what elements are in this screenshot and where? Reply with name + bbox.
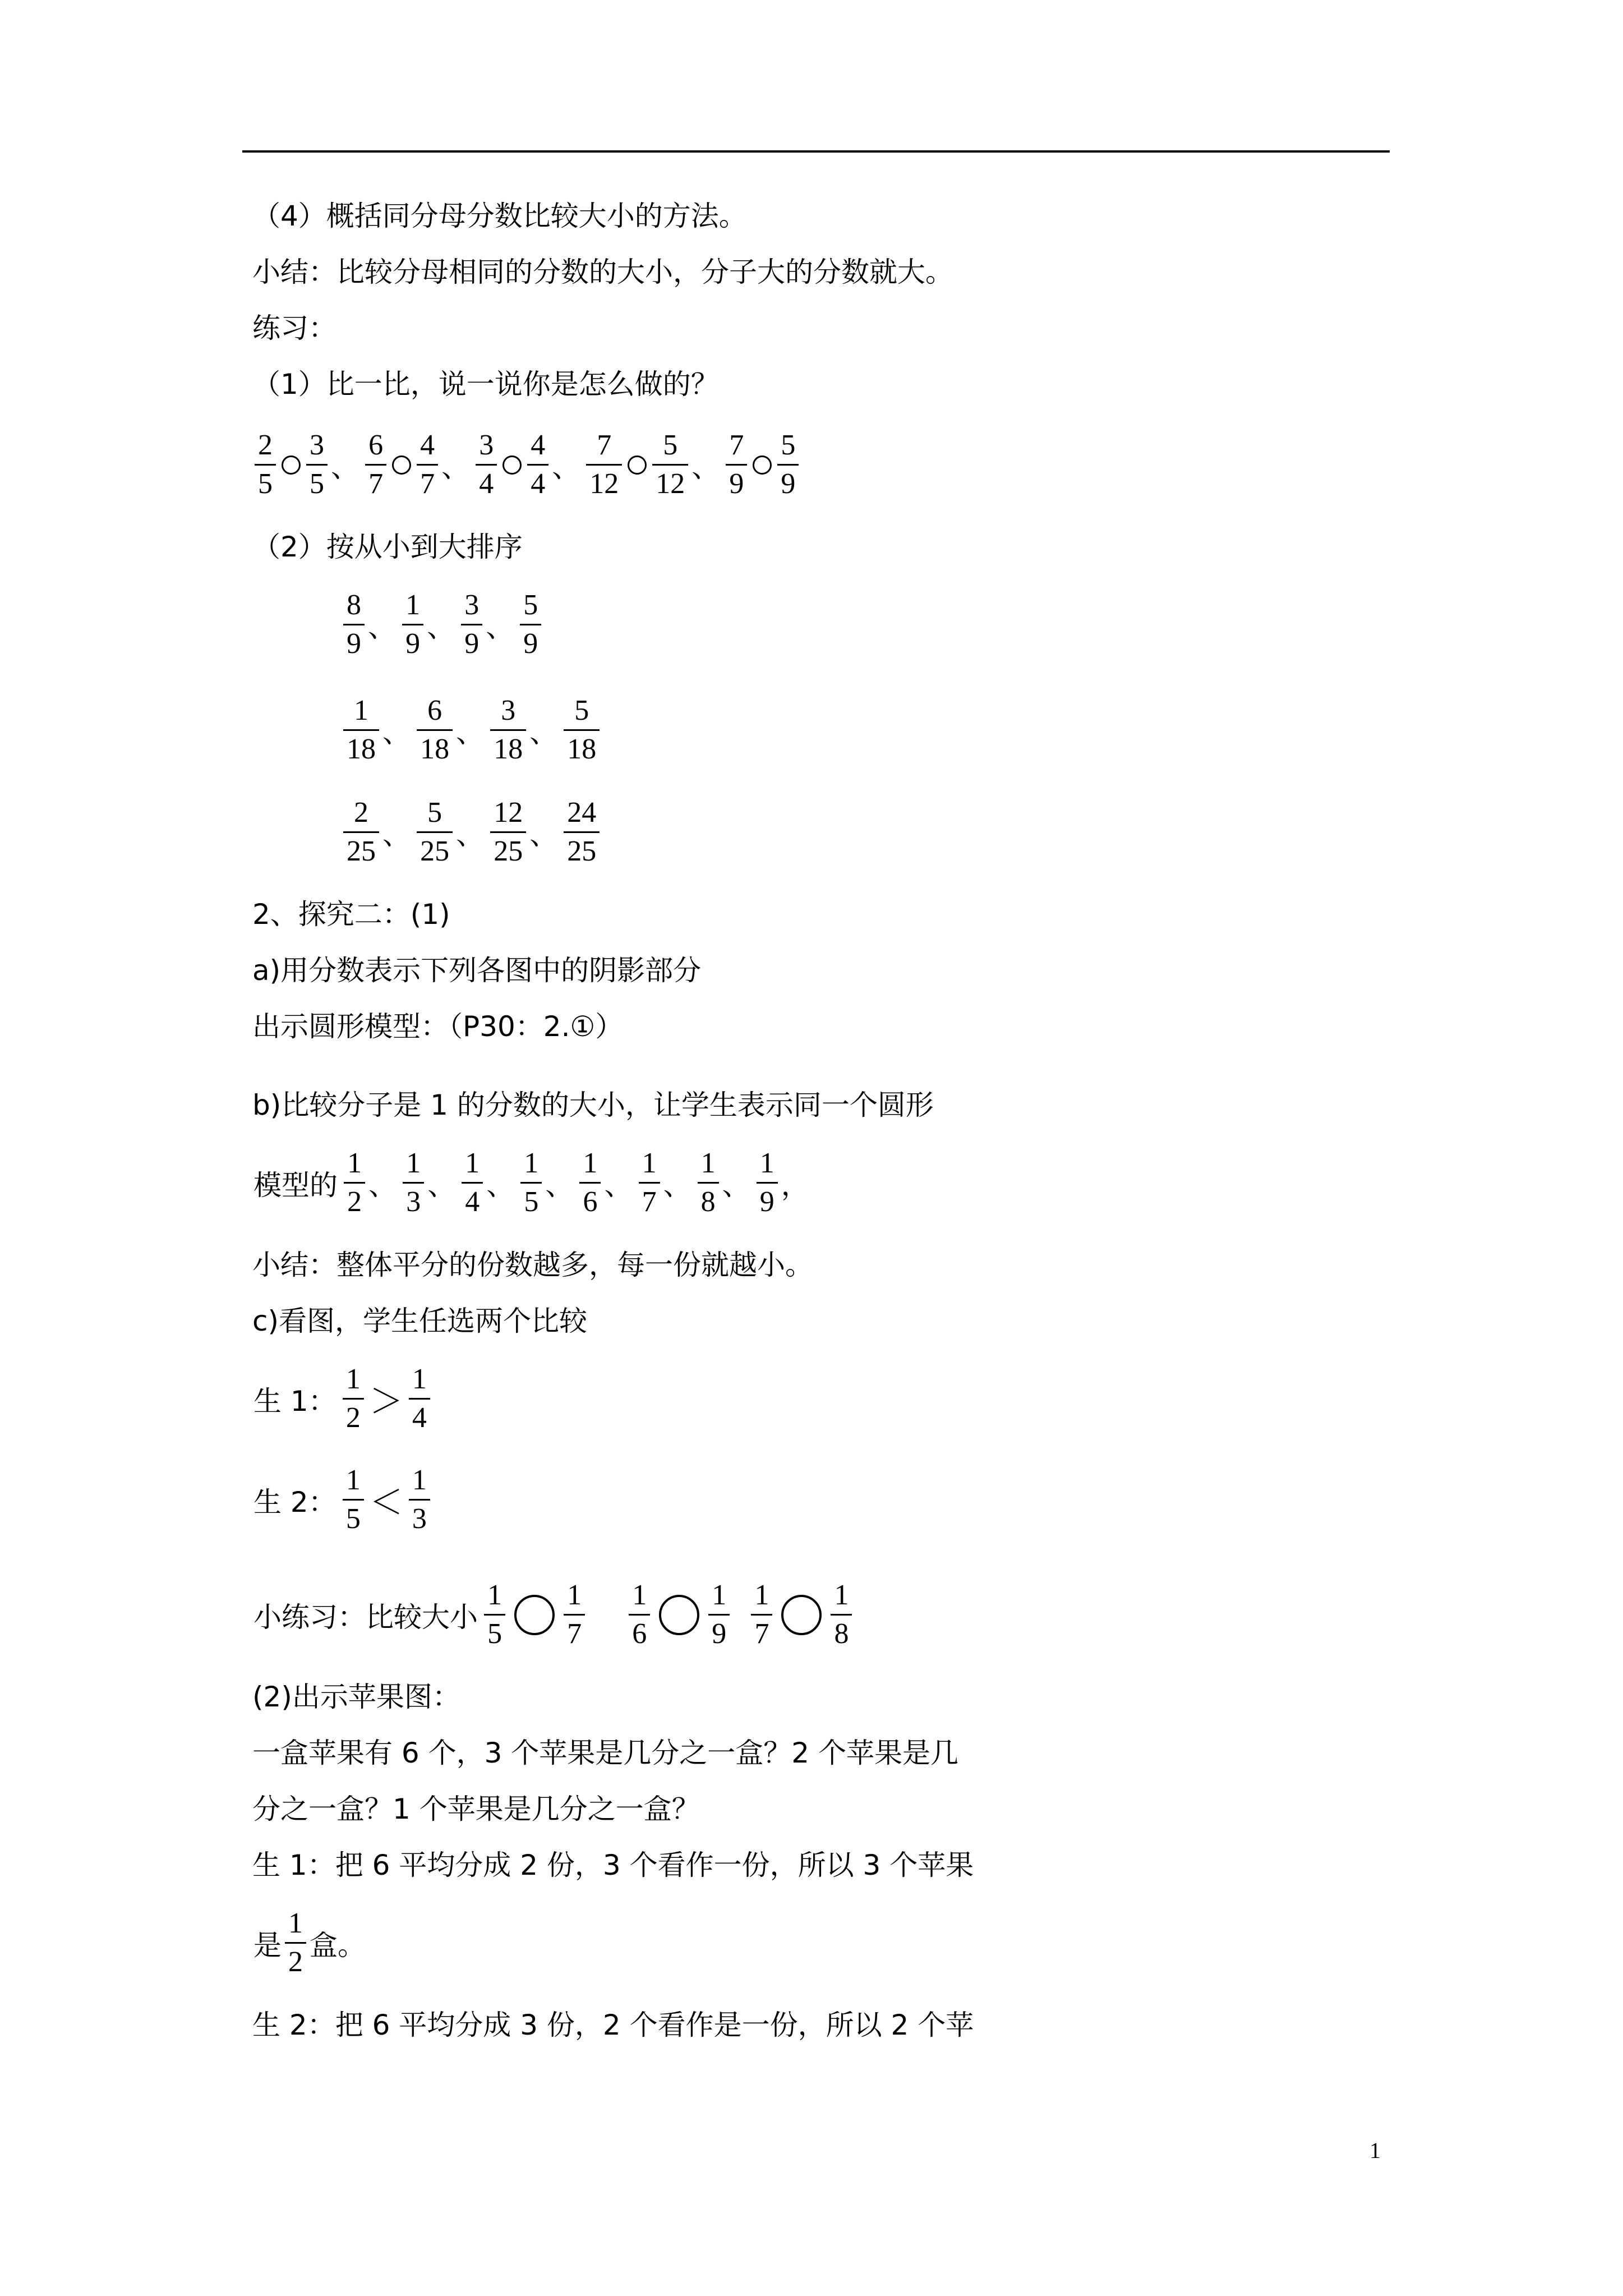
denominator: 2 bbox=[288, 1946, 303, 1978]
numerator: 1 bbox=[642, 1147, 657, 1179]
fraction-bar bbox=[476, 464, 497, 466]
fraction bbox=[564, 797, 600, 868]
fraction bbox=[461, 589, 482, 660]
fraction bbox=[751, 1579, 772, 1650]
denominator: 4 bbox=[465, 1186, 480, 1218]
numerator: 1 bbox=[347, 1147, 362, 1179]
fraction bbox=[417, 429, 438, 500]
denominator: 18 bbox=[420, 733, 450, 765]
fraction-bar bbox=[564, 831, 600, 833]
text-line: 分之一盒？1 个苹果是几分之一盒？ bbox=[252, 1793, 700, 1825]
fraction bbox=[579, 1147, 601, 1218]
text-line: 一盒苹果有 6 个，3 个苹果是几分之一盒？2 个苹果是几 bbox=[252, 1737, 959, 1769]
fraction-bar bbox=[490, 831, 526, 833]
separator: 、 bbox=[552, 450, 580, 484]
fraction bbox=[639, 1147, 660, 1218]
numerator: 1 bbox=[583, 1147, 598, 1179]
fraction-bar bbox=[527, 464, 548, 466]
fraction bbox=[708, 1579, 730, 1650]
numerator: 3 bbox=[479, 429, 494, 461]
unit-fraction-row bbox=[252, 1147, 810, 1218]
row-prefix: 小练习：比较大小 bbox=[253, 1600, 478, 1634]
separator: 、 bbox=[456, 818, 485, 851]
separator: 、 bbox=[368, 610, 396, 643]
compare-circle-icon bbox=[659, 1595, 699, 1635]
fraction-bar bbox=[365, 464, 386, 466]
fraction bbox=[344, 1147, 365, 1218]
fraction bbox=[777, 429, 799, 500]
fraction-bar bbox=[409, 1398, 430, 1400]
denominator: 4 bbox=[531, 468, 546, 500]
denominator: 5 bbox=[524, 1186, 539, 1218]
separator: 、 bbox=[722, 1168, 750, 1202]
fraction-bar bbox=[409, 1499, 430, 1501]
fraction bbox=[417, 797, 453, 868]
numerator: 1 bbox=[754, 1579, 769, 1611]
numerator: 1 bbox=[632, 1579, 647, 1611]
text-line: a)用分数表示下列各图中的阴影部分 bbox=[252, 954, 702, 987]
fraction-bar bbox=[461, 624, 482, 625]
denominator: 6 bbox=[632, 1618, 647, 1650]
denominator: 7 bbox=[567, 1618, 582, 1650]
row-prefix: 是 bbox=[253, 1929, 282, 1962]
fraction bbox=[343, 1363, 364, 1434]
text-line: 小结：整体平分的份数越多，每一份就越小。 bbox=[252, 1249, 813, 1281]
separator: 、 bbox=[545, 1168, 574, 1202]
denominator: 25 bbox=[347, 835, 376, 867]
fraction bbox=[285, 1907, 306, 1978]
fraction bbox=[652, 429, 688, 500]
small-exercise-row bbox=[252, 1579, 854, 1650]
numerator: 5 bbox=[663, 429, 678, 461]
fraction bbox=[564, 1579, 585, 1650]
fraction bbox=[520, 589, 541, 660]
separator: 、 bbox=[382, 818, 411, 851]
fraction-bar bbox=[639, 1182, 660, 1184]
fraction-bar bbox=[629, 1614, 650, 1616]
order-row-2 bbox=[341, 694, 602, 766]
fraction bbox=[490, 694, 526, 766]
separator: 、 bbox=[368, 1168, 397, 1202]
fraction-bar bbox=[285, 1942, 306, 1944]
fraction bbox=[527, 429, 548, 500]
fraction bbox=[343, 589, 365, 660]
fraction bbox=[629, 1579, 650, 1650]
numerator: 5 bbox=[523, 589, 538, 621]
text-line: 生 2：把 6 平均分成 3 份，2 个看作是一份，所以 2 个苹 bbox=[252, 2009, 974, 2041]
separator: 、 bbox=[427, 610, 455, 643]
separator: 、 bbox=[663, 1168, 691, 1202]
denominator: 7 bbox=[642, 1186, 657, 1218]
fraction bbox=[726, 429, 747, 500]
text-line: 小结：比较分母相同的分数的大小，分子大的分数就大。 bbox=[252, 256, 953, 288]
denominator: 12 bbox=[589, 468, 619, 500]
fraction bbox=[343, 694, 379, 766]
numerator: 3 bbox=[310, 429, 324, 461]
fraction-bar bbox=[698, 1182, 719, 1184]
denominator: 18 bbox=[347, 733, 376, 765]
numerator: 5 bbox=[574, 694, 589, 726]
header-rule bbox=[242, 150, 1390, 153]
denominator: 9 bbox=[405, 628, 421, 660]
separator: 、 bbox=[441, 450, 470, 484]
fraction-bar bbox=[520, 624, 541, 625]
fraction-bar bbox=[417, 464, 438, 466]
numerator: 3 bbox=[501, 694, 516, 726]
half-box-line bbox=[252, 1907, 367, 1978]
fraction-bar bbox=[751, 1614, 772, 1616]
numerator: 2 bbox=[258, 429, 273, 461]
denominator: 2 bbox=[347, 1186, 362, 1218]
order-row-1 bbox=[341, 589, 543, 660]
page-number: 1 bbox=[1370, 2138, 1381, 2163]
fraction bbox=[409, 1363, 430, 1434]
student-1-compare bbox=[252, 1363, 432, 1434]
denominator: 12 bbox=[656, 468, 685, 500]
separator: 、 bbox=[529, 716, 558, 749]
fraction-bar bbox=[652, 464, 688, 466]
separator: 、 bbox=[427, 1168, 456, 1202]
text-line: 出示圆形模型：（P30：2.①） bbox=[252, 1010, 624, 1043]
fraction-bar bbox=[831, 1614, 852, 1616]
fraction bbox=[402, 589, 423, 660]
fraction-bar bbox=[306, 464, 328, 466]
numerator: 6 bbox=[427, 694, 442, 726]
denominator: 2 bbox=[345, 1402, 361, 1434]
fraction bbox=[476, 429, 497, 500]
numerator: 5 bbox=[781, 429, 796, 461]
numerator: 1 bbox=[412, 1464, 427, 1496]
fraction bbox=[343, 1464, 364, 1535]
text-line: c)看图，学生任选两个比较 bbox=[252, 1305, 587, 1337]
numerator: 4 bbox=[531, 429, 546, 461]
denominator: 9 bbox=[523, 628, 538, 660]
denominator: 7 bbox=[368, 468, 384, 500]
numerator: 5 bbox=[427, 797, 442, 829]
denominator: 8 bbox=[700, 1186, 716, 1218]
fraction-bar bbox=[343, 624, 365, 625]
row-prefix: 生 2： bbox=[253, 1485, 336, 1519]
numerator: 1 bbox=[288, 1907, 303, 1939]
fraction bbox=[698, 1147, 719, 1218]
fraction bbox=[520, 1147, 542, 1218]
denominator: 9 bbox=[729, 468, 744, 500]
numerator: 1 bbox=[712, 1579, 727, 1611]
fraction-bar bbox=[462, 1182, 483, 1184]
fraction-bar bbox=[579, 1182, 601, 1184]
numerator: 1 bbox=[412, 1363, 427, 1395]
numerator: 6 bbox=[368, 429, 384, 461]
row-prefix: 模型的 bbox=[253, 1168, 338, 1202]
row-suffix: 盒。 bbox=[310, 1929, 366, 1962]
text-line: （1）比一比，说一说你是怎么做的？ bbox=[252, 368, 719, 401]
compare-circle-icon bbox=[628, 455, 647, 475]
numerator: 1 bbox=[487, 1579, 502, 1611]
denominator: 25 bbox=[420, 835, 450, 867]
numerator: 1 bbox=[700, 1147, 716, 1179]
fraction-bar bbox=[586, 464, 622, 466]
denominator: 9 bbox=[712, 1618, 727, 1650]
denominator: 7 bbox=[754, 1618, 769, 1650]
denominator: 4 bbox=[479, 468, 494, 500]
fraction-bar bbox=[490, 729, 526, 731]
compare-circle-icon bbox=[781, 1595, 822, 1635]
separator: ， bbox=[781, 1168, 809, 1202]
fraction-bar bbox=[484, 1614, 505, 1616]
numerator: 8 bbox=[347, 589, 361, 621]
fraction-bar bbox=[343, 831, 379, 833]
text-line: (2)出示苹果图： bbox=[252, 1681, 460, 1713]
fraction bbox=[757, 1147, 778, 1218]
fraction bbox=[490, 797, 526, 868]
numerator: 1 bbox=[524, 1147, 539, 1179]
fraction bbox=[409, 1464, 430, 1535]
numerator: 2 bbox=[354, 797, 368, 829]
fraction-bar bbox=[402, 624, 423, 625]
compare-circle-icon bbox=[282, 455, 301, 475]
fraction bbox=[462, 1147, 483, 1218]
separator: 、 bbox=[331, 450, 359, 484]
separator: 、 bbox=[486, 1168, 515, 1202]
denominator: 25 bbox=[567, 835, 597, 867]
denominator: 5 bbox=[258, 468, 273, 500]
denominator: 7 bbox=[420, 468, 435, 500]
fraction bbox=[306, 429, 328, 500]
denominator: 6 bbox=[583, 1186, 598, 1218]
separator: 、 bbox=[486, 610, 514, 643]
denominator: 9 bbox=[759, 1186, 774, 1218]
fraction-bar bbox=[777, 464, 799, 466]
fraction-bar bbox=[343, 729, 379, 731]
separator: 、 bbox=[691, 450, 720, 484]
denominator: 4 bbox=[412, 1402, 427, 1434]
text-line: （2）按从小到大排序 bbox=[252, 531, 523, 563]
denominator: 9 bbox=[781, 468, 796, 500]
denominator: 18 bbox=[494, 733, 523, 765]
denominator: 9 bbox=[347, 628, 361, 660]
fraction-bar bbox=[757, 1182, 778, 1184]
fraction bbox=[417, 694, 453, 766]
numerator: 1 bbox=[406, 1147, 421, 1179]
denominator: 5 bbox=[310, 468, 324, 500]
denominator: 5 bbox=[345, 1503, 361, 1535]
denominator: 18 bbox=[567, 733, 597, 765]
denominator: 3 bbox=[412, 1503, 427, 1535]
numerator: 7 bbox=[597, 429, 612, 461]
compare-row-1 bbox=[252, 429, 801, 500]
fraction-bar bbox=[417, 729, 453, 731]
compare-circle-icon bbox=[392, 455, 411, 475]
text-line: 练习： bbox=[252, 312, 336, 344]
fraction bbox=[403, 1147, 424, 1218]
row-prefix: 生 1： bbox=[253, 1384, 336, 1418]
order-row-3 bbox=[341, 797, 602, 868]
separator: 、 bbox=[382, 716, 411, 749]
fraction-bar bbox=[255, 464, 276, 466]
numerator: 1 bbox=[354, 694, 368, 726]
fraction-bar bbox=[343, 1499, 364, 1501]
fraction bbox=[831, 1579, 852, 1650]
denominator: 3 bbox=[406, 1186, 421, 1218]
denominator: 25 bbox=[494, 835, 523, 867]
numerator: 24 bbox=[567, 797, 597, 829]
numerator: 1 bbox=[405, 589, 421, 621]
numerator: 4 bbox=[420, 429, 435, 461]
numerator: 12 bbox=[494, 797, 523, 829]
less-than-sign: ＜ bbox=[369, 1483, 403, 1522]
text-line: 2、探究二：(1) bbox=[252, 898, 450, 931]
text-line: （4）概括同分母分数比较大小的方法。 bbox=[252, 200, 747, 232]
text-line: b)比较分子是 1 的分数的大小，让学生表示同一个圆形 bbox=[252, 1089, 934, 1121]
separator: 、 bbox=[456, 716, 485, 749]
greater-than-sign: ＞ bbox=[369, 1382, 403, 1421]
numerator: 1 bbox=[567, 1579, 582, 1611]
fraction bbox=[564, 694, 600, 766]
separator: 、 bbox=[604, 1168, 633, 1202]
fraction-bar bbox=[344, 1182, 365, 1184]
compare-circle-icon bbox=[514, 1595, 555, 1635]
fraction-bar bbox=[417, 831, 453, 833]
fraction bbox=[343, 797, 379, 868]
fraction bbox=[586, 429, 622, 500]
fraction-bar bbox=[403, 1182, 424, 1184]
text-line: 生 1：把 6 平均分成 2 份，3 个看作一份，所以 3 个苹果 bbox=[252, 1849, 974, 1881]
fraction bbox=[365, 429, 386, 500]
fraction-bar bbox=[726, 464, 747, 466]
denominator: 5 bbox=[487, 1618, 502, 1650]
fraction bbox=[484, 1579, 505, 1650]
numerator: 3 bbox=[464, 589, 479, 621]
fraction-bar bbox=[708, 1614, 730, 1616]
numerator: 1 bbox=[465, 1147, 480, 1179]
fraction-bar bbox=[520, 1182, 542, 1184]
numerator: 1 bbox=[345, 1363, 361, 1395]
fraction-bar bbox=[343, 1398, 364, 1400]
fraction-bar bbox=[564, 729, 600, 731]
fraction-bar bbox=[564, 1614, 585, 1616]
compare-circle-icon bbox=[502, 455, 522, 475]
denominator: 8 bbox=[834, 1618, 849, 1650]
numerator: 1 bbox=[345, 1464, 361, 1496]
numerator: 1 bbox=[834, 1579, 849, 1611]
numerator: 1 bbox=[759, 1147, 774, 1179]
denominator: 9 bbox=[464, 628, 479, 660]
numerator: 7 bbox=[729, 429, 744, 461]
fraction bbox=[255, 429, 276, 500]
student-2-compare bbox=[252, 1464, 432, 1535]
separator: 、 bbox=[529, 818, 558, 851]
compare-circle-icon bbox=[753, 455, 772, 475]
